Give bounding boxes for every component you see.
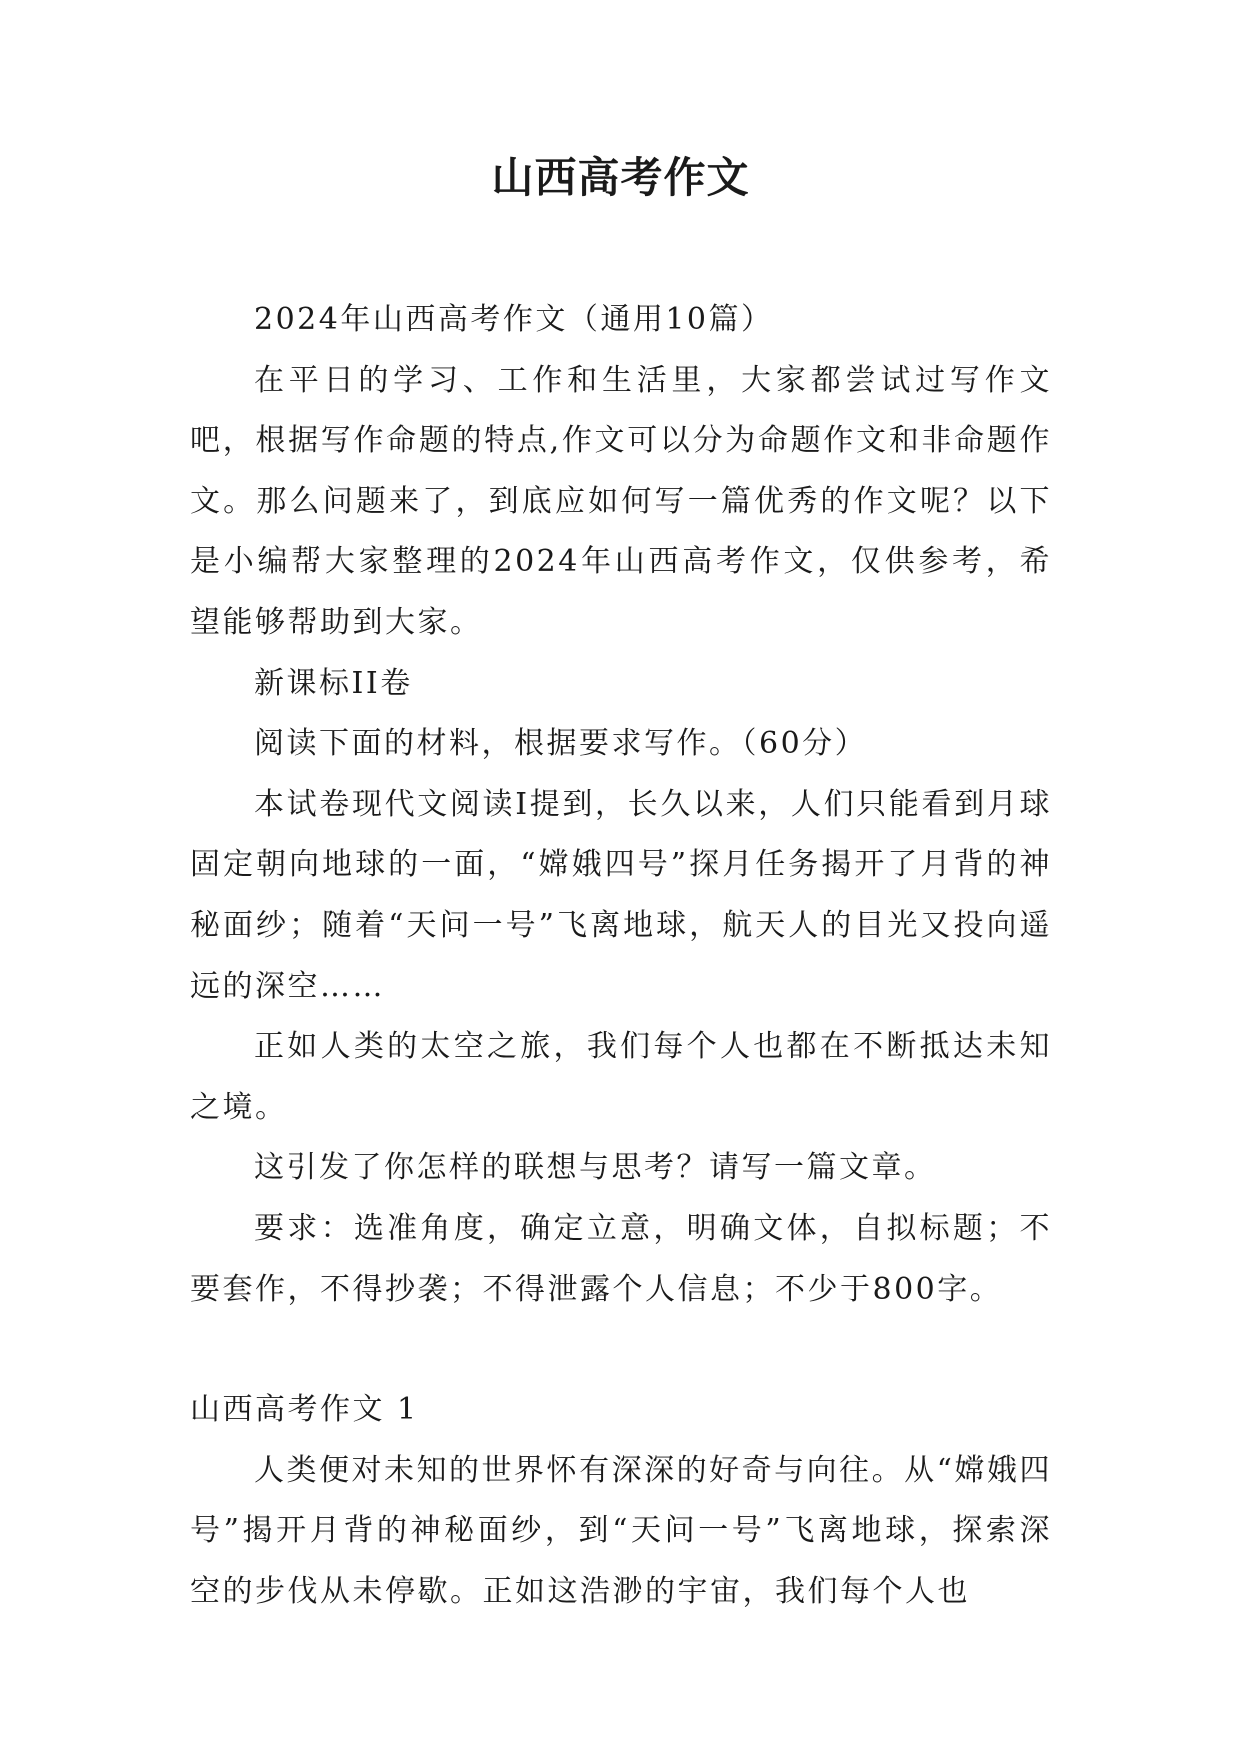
document-body — [190, 290, 1052, 1622]
prompt-paragraph: 这引发了你怎样的联想与思考？请写一篇文章。 — [254, 1150, 937, 1186]
material-paragraph: 本试卷现代文阅读I提到，长久以来，人们只能看到月球固定朝向地球的一面，“嫦娥四号”探月任务揭开了月背的神秘面纱；随着“天问一号”飞离地球，航天人的目光又投向遥远的深空…… — [190, 786, 1052, 1004]
instruction-paragraph: 阅读下面的材料，根据要求写作。（60分） — [254, 726, 868, 762]
document-title: 山西高考作文 — [491, 153, 750, 202]
exam-paper-label: 新课标II卷 — [254, 665, 413, 701]
material-paragraph-2: 正如人类的太空之旅，我们每个人也都在不断抵达未知之境。 — [190, 1029, 1052, 1125]
intro-paragraph: 在平日的学习、工作和生活里，大家都尝试过写作文吧，根据写作命题的特点,作文可以分为命题作文和非命题作文。那么问题来了，到底应如何写一篇优秀的作文呢？以下是小编帮大家整理的2024年山西高考作文，仅供参考，希望能够帮助到大家。 — [190, 362, 1052, 640]
essay-paragraph: 人类便对未知的世界怀有深深的好奇与向往。从“嫦娥四号”揭开月背的神秘面纱，到“天问一号”飞离地球，探索深空的步伐从未停歇。正如这浩渺的宇宙，我们每个人也 — [190, 1452, 1052, 1609]
section-heading: 山西高考作文 1 — [190, 1392, 419, 1428]
section-spacer — [190, 1320, 1052, 1380]
requirements-paragraph: 要求：选准角度，确定立意，明确文体，自拟标题；不要套作，不得抄袭；不得泄露个人信息；不少于800字。 — [190, 1210, 1052, 1307]
subtitle-paragraph: 2024年山西高考作文（通用10篇） — [254, 302, 774, 337]
